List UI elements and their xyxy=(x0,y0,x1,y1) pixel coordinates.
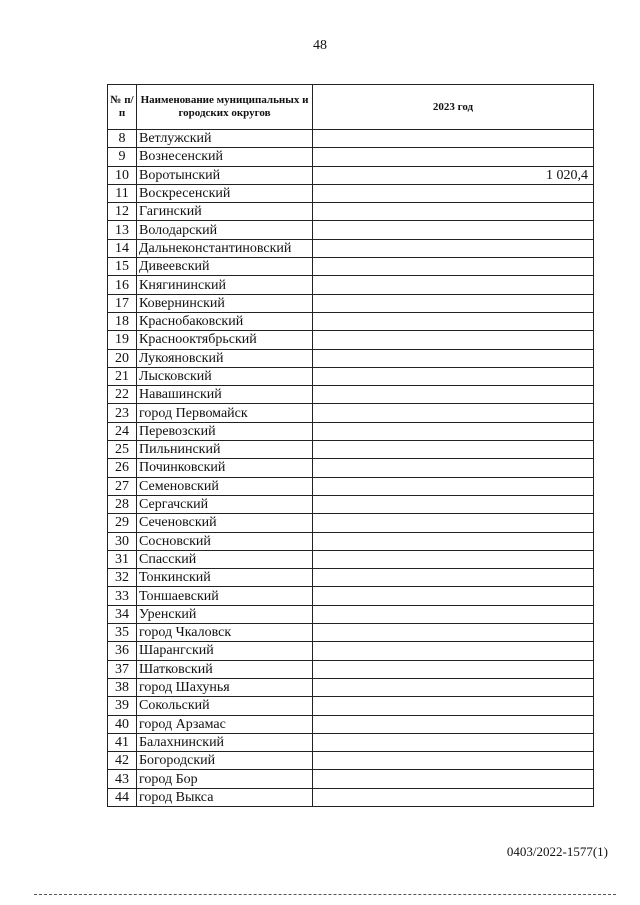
year-2023-value xyxy=(313,532,594,550)
district-name: город Выкса xyxy=(137,788,313,806)
bottom-divider xyxy=(34,894,616,895)
row-number: 33 xyxy=(108,587,137,605)
table-row xyxy=(108,184,594,202)
year-2023-value xyxy=(313,258,594,276)
year-2023-value xyxy=(313,294,594,312)
row-number: 16 xyxy=(108,276,137,294)
district-name: город Арзамас xyxy=(137,715,313,733)
district-name: Дивеевский xyxy=(137,258,313,276)
year-2023-value xyxy=(313,441,594,459)
year-2023-value xyxy=(313,184,594,202)
district-name: Балахнинский xyxy=(137,733,313,751)
year-2023-value xyxy=(313,239,594,257)
page-number: 48 xyxy=(313,38,327,53)
table-row xyxy=(108,386,594,404)
year-2023-value xyxy=(313,148,594,166)
district-name: Краснооктябрьский xyxy=(137,331,313,349)
district-name: Воротынский xyxy=(137,166,313,184)
row-number: 13 xyxy=(108,221,137,239)
year-2023-value xyxy=(313,203,594,221)
row-number: 26 xyxy=(108,459,137,477)
district-name: Починковский xyxy=(137,459,313,477)
table-row xyxy=(108,587,594,605)
district-name: Вознесенский xyxy=(137,148,313,166)
table-row xyxy=(108,221,594,239)
row-number: 42 xyxy=(108,752,137,770)
district-name: Дальнеконстантиновский xyxy=(137,239,313,257)
year-2023-value xyxy=(313,349,594,367)
year-2023-value xyxy=(313,477,594,495)
year-2023-value xyxy=(313,130,594,148)
row-number: 40 xyxy=(108,715,137,733)
district-name: Шарангский xyxy=(137,642,313,660)
row-number: 15 xyxy=(108,258,137,276)
table-row xyxy=(108,130,594,148)
row-number: 28 xyxy=(108,495,137,513)
row-number: 36 xyxy=(108,642,137,660)
district-name: Пильнинский xyxy=(137,441,313,459)
row-number: 38 xyxy=(108,678,137,696)
year-2023-value xyxy=(313,788,594,806)
table-row xyxy=(108,788,594,806)
table-row xyxy=(108,678,594,696)
row-number: 12 xyxy=(108,203,137,221)
year-2023-value xyxy=(313,660,594,678)
district-name: Лысковский xyxy=(137,367,313,385)
district-name: город Чкаловск xyxy=(137,624,313,642)
table-row xyxy=(108,495,594,513)
row-number: 23 xyxy=(108,404,137,422)
row-number: 19 xyxy=(108,331,137,349)
district-name: Сеченовский xyxy=(137,514,313,532)
year-2023-value xyxy=(313,422,594,440)
row-number: 18 xyxy=(108,312,137,330)
table-row xyxy=(108,312,594,330)
district-name: Тонкинский xyxy=(137,569,313,587)
district-name: город Первомайск xyxy=(137,404,313,422)
header-year: 2023 год xyxy=(313,85,594,130)
district-name: Ветлужский xyxy=(137,130,313,148)
year-2023-value xyxy=(313,697,594,715)
year-2023-value xyxy=(313,624,594,642)
row-number: 35 xyxy=(108,624,137,642)
district-name: Лукояновский xyxy=(137,349,313,367)
year-2023-value xyxy=(313,276,594,294)
header-name: Наименование муниципальных и городских округов xyxy=(137,85,313,130)
table-row xyxy=(108,660,594,678)
table-row xyxy=(108,148,594,166)
district-name: Навашинский xyxy=(137,386,313,404)
table-row xyxy=(108,258,594,276)
table-row xyxy=(108,605,594,623)
document-code: 0403/2022-1577(1) xyxy=(506,844,608,859)
year-2023-value xyxy=(313,459,594,477)
district-name: Володарский xyxy=(137,221,313,239)
year-2023-value xyxy=(313,221,594,239)
table-row xyxy=(108,294,594,312)
table-row xyxy=(108,733,594,751)
row-number: 25 xyxy=(108,441,137,459)
year-2023-value xyxy=(313,514,594,532)
row-number: 41 xyxy=(108,733,137,751)
table-row xyxy=(108,569,594,587)
year-2023-value xyxy=(313,386,594,404)
district-name: Богородский xyxy=(137,752,313,770)
row-number: 27 xyxy=(108,477,137,495)
row-number: 30 xyxy=(108,532,137,550)
year-2023-value xyxy=(313,752,594,770)
row-number: 34 xyxy=(108,605,137,623)
table-row xyxy=(108,752,594,770)
table-row xyxy=(108,532,594,550)
table-row xyxy=(108,404,594,422)
table-row xyxy=(108,459,594,477)
table-row xyxy=(108,331,594,349)
district-name: Воскресенский xyxy=(137,184,313,202)
row-number: 43 xyxy=(108,770,137,788)
year-2023-value: 1 020,4 xyxy=(313,166,594,184)
year-2023-value xyxy=(313,367,594,385)
district-name: Сосновский xyxy=(137,532,313,550)
district-name: Ковернинский xyxy=(137,294,313,312)
year-2023-value xyxy=(313,642,594,660)
table-row xyxy=(108,697,594,715)
row-number: 37 xyxy=(108,660,137,678)
table-row xyxy=(108,624,594,642)
table-row xyxy=(108,276,594,294)
table-row xyxy=(108,715,594,733)
row-number: 21 xyxy=(108,367,137,385)
district-name: Княгининский xyxy=(137,276,313,294)
row-number: 24 xyxy=(108,422,137,440)
year-2023-value xyxy=(313,569,594,587)
row-number: 22 xyxy=(108,386,137,404)
table-row xyxy=(108,203,594,221)
table-row xyxy=(108,349,594,367)
district-name: Шатковский xyxy=(137,660,313,678)
row-number: 8 xyxy=(108,130,137,148)
table-row xyxy=(108,770,594,788)
district-name: Перевозский xyxy=(137,422,313,440)
table-row xyxy=(108,239,594,257)
table-body xyxy=(108,130,594,807)
year-2023-value xyxy=(313,404,594,422)
year-2023-value xyxy=(313,715,594,733)
table-row xyxy=(108,514,594,532)
year-2023-value xyxy=(313,495,594,513)
year-2023-value xyxy=(313,678,594,696)
district-name: Сокольский xyxy=(137,697,313,715)
row-number: 29 xyxy=(108,514,137,532)
row-number: 39 xyxy=(108,697,137,715)
district-name: город Бор xyxy=(137,770,313,788)
header-number: № п/п xyxy=(108,85,137,130)
district-name: Уренский xyxy=(137,605,313,623)
district-name: Тоншаевский xyxy=(137,587,313,605)
year-2023-value xyxy=(313,770,594,788)
table-row xyxy=(108,642,594,660)
row-number: 44 xyxy=(108,788,137,806)
district-name: город Шахунья xyxy=(137,678,313,696)
row-number: 9 xyxy=(108,148,137,166)
year-2023-value xyxy=(313,331,594,349)
table-row xyxy=(108,367,594,385)
row-number: 11 xyxy=(108,184,137,202)
year-2023-value xyxy=(313,312,594,330)
municipal-budget-table xyxy=(107,84,594,807)
district-name: Гагинский xyxy=(137,203,313,221)
district-name: Краснобаковский xyxy=(137,312,313,330)
year-2023-value xyxy=(313,550,594,568)
table-row xyxy=(108,550,594,568)
district-name: Сергачский xyxy=(137,495,313,513)
row-number: 17 xyxy=(108,294,137,312)
table-header-row xyxy=(108,85,594,130)
district-name: Семеновский xyxy=(137,477,313,495)
table-row xyxy=(108,441,594,459)
year-2023-value xyxy=(313,587,594,605)
district-name: Спасский xyxy=(137,550,313,568)
row-number: 14 xyxy=(108,239,137,257)
year-2023-value xyxy=(313,605,594,623)
table-row xyxy=(108,166,594,184)
year-2023-value xyxy=(313,733,594,751)
row-number: 10 xyxy=(108,166,137,184)
table-row xyxy=(108,422,594,440)
table-row xyxy=(108,477,594,495)
row-number: 31 xyxy=(108,550,137,568)
row-number: 32 xyxy=(108,569,137,587)
row-number: 20 xyxy=(108,349,137,367)
